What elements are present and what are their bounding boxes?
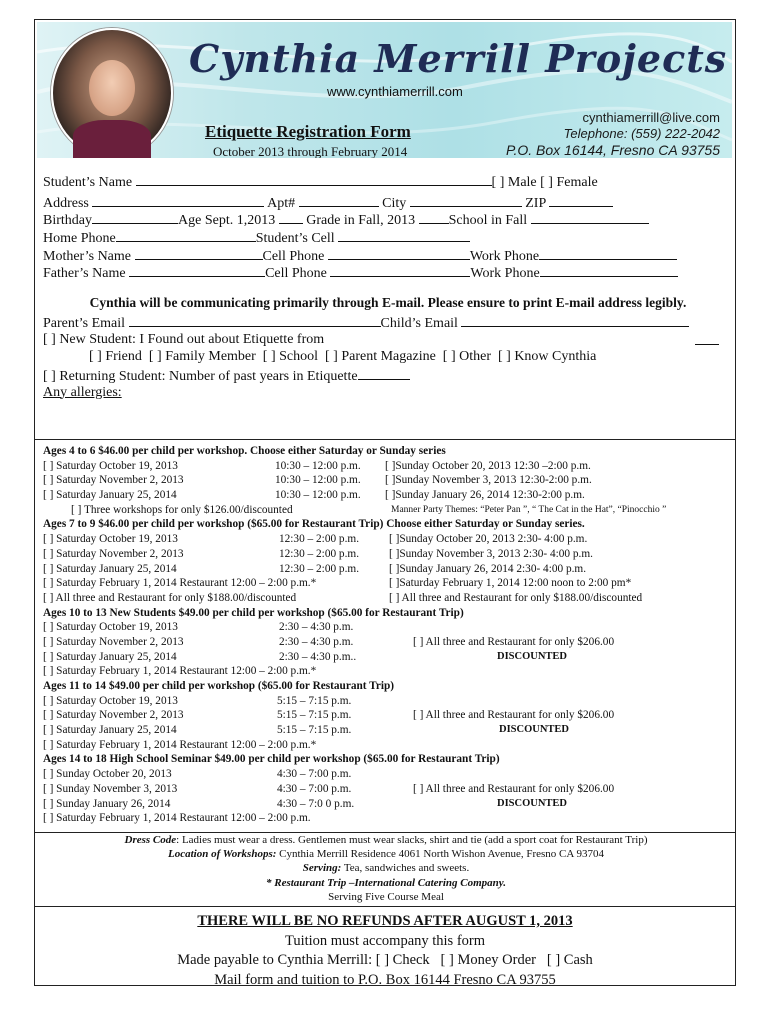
extra-line: [695, 331, 719, 345]
g3-restaurant[interactable]: [ ] Saturday February 1, 2014 Restaurant 12:00 – 2:00 p.m.*: [43, 665, 317, 678]
birthday-field[interactable]: [92, 210, 178, 224]
tuition-note: Tuition must accompany this form: [284, 932, 486, 949]
g1-time: 10:30 – 12:00 p.m.: [275, 489, 361, 502]
parent-email-field[interactable]: [129, 313, 381, 327]
brand-logo: Cynthia Merrill Projects: [189, 36, 728, 81]
dress-code-label: Dress Code: [124, 834, 177, 846]
mail-instructions: Mail form and tuition to P.O. Box 16144 Fresno CA 93755: [214, 971, 556, 988]
group2-heading: Ages 7 to 9 $46.00 per child per workshop ($65.00 for Restaurant Trip) Choose either Saturday or Sunday series.: [43, 518, 585, 531]
apt-field[interactable]: [299, 193, 379, 207]
father-work-label: Work Phone: [470, 266, 540, 282]
age-label: Age Sept. 1,2013: [178, 213, 276, 229]
dress-code-text: : Ladies must wear a dress. Gentlemen must wear slacks, shirt and tie (add a sport coat for Restaurant Trip): [176, 834, 648, 846]
g2-all-three[interactable]: [ ] All three and Restaurant for only $188.00/discounted: [43, 591, 297, 604]
student-cell-field[interactable]: [338, 228, 470, 242]
city-field[interactable]: [410, 193, 522, 207]
workshop-schedule: [43, 444, 733, 826]
mother-name-label: Mother’s Name: [43, 248, 131, 264]
mother-work-field[interactable]: [539, 246, 677, 260]
city-label: City: [382, 195, 407, 211]
g5-discounted: DISCOUNTED: [497, 797, 568, 809]
mother-work-label: Work Phone: [469, 248, 540, 264]
g3-sat-nov[interactable]: [ ] Saturday November 2, 2013: [43, 635, 184, 648]
age-field[interactable]: [279, 210, 303, 224]
g1-sat-jan[interactable]: [ ] Saturday January 25, 2014: [43, 489, 177, 502]
group5-heading: Ages 14 to 18 High School Seminar $49.00 per child per workshop ($65.00 for Restaurant Trip): [43, 753, 500, 766]
g3-time: 2:30 – 4:30 p.m.: [279, 621, 354, 634]
g4-time: 5:15 – 7:15 p.m.: [277, 694, 352, 707]
child-email-field[interactable]: [461, 313, 689, 327]
g4-time: 5:15 – 7:15 p.m.: [277, 724, 352, 737]
g2-time: 12:30 – 2:00 p.m.: [279, 547, 360, 560]
header-banner: [37, 22, 732, 158]
email-address: cynthiamerrill@live.com: [582, 110, 720, 125]
mother-name-field[interactable]: [135, 246, 263, 260]
zip-field[interactable]: [549, 193, 613, 207]
address-field[interactable]: [92, 193, 264, 207]
new-student-option[interactable]: [ ] New Student: I Found out about Etiquette from: [43, 331, 325, 347]
home-phone-label: Home Phone: [43, 231, 116, 247]
g3-time: 2:30 – 4:30 p.m.: [279, 635, 354, 648]
g3-sat-jan[interactable]: [ ] Saturday January 25, 2014: [43, 650, 177, 663]
returning-years-field[interactable]: [358, 366, 410, 380]
father-work-field[interactable]: [540, 263, 678, 277]
mother-cell-field[interactable]: [328, 246, 470, 260]
group1-heading: Ages 4 to 6 $46.00 per child per workshop. Choose either Saturday or Sunday series: [43, 445, 446, 457]
student-info-section: [43, 172, 733, 401]
portrait-photo: [51, 28, 173, 158]
returning-student-option[interactable]: [ ] Returning Student: Number of past years in Etiquette: [43, 368, 358, 384]
parent-email-label: Parent’s Email: [43, 315, 126, 331]
student-name-field[interactable]: [136, 172, 492, 186]
registration-form: [34, 19, 736, 986]
g2-sat-nov[interactable]: [ ] Saturday November 2, 2013: [43, 547, 184, 560]
g2-restaurant-right[interactable]: [ ]Saturday February 1, 2014 12:00 noon to 2:00 pm*: [389, 577, 632, 590]
g4-all-three[interactable]: [ ] All three and Restaurant for only $206.00: [413, 709, 615, 722]
child-email-label: Child’s Email: [380, 315, 458, 331]
workshop-details: [43, 833, 729, 904]
serving-label: Serving:: [302, 862, 342, 875]
closing-divider: [35, 906, 735, 907]
g4-discounted: DISCOUNTED: [499, 724, 570, 736]
father-name-field[interactable]: [129, 263, 265, 277]
referral-options[interactable]: [ ] Friend [ ] Family Member [ ] School [ ] Parent Magazine [ ] Other [ ] Know Cynthia: [89, 349, 597, 365]
gender-options[interactable]: [ ] Male [ ] Female: [491, 175, 598, 190]
g2-sun-jan[interactable]: [ ]Sunday January 26, 2014 2:30- 4:00 p.m.: [389, 562, 587, 575]
g4-sat-oct[interactable]: [ ] Saturday October 19, 2013: [43, 694, 178, 707]
group4-heading: Ages 11 to 14 $49.00 per child per workshop ($65.00 for Restaurant Trip): [43, 680, 395, 692]
serving-text: Tea, sandwiches and sweets.: [341, 862, 470, 875]
g2-time: 12:30 – 2:00 p.m.: [279, 562, 360, 575]
father-name-label: Father’s Name: [43, 266, 126, 282]
refund-policy: THERE WILL BE NO REFUNDS AFTER AUGUST 1, 2013: [197, 913, 573, 929]
website-url: www.cynthiamerrill.com: [327, 84, 463, 99]
g4-sat-jan[interactable]: [ ] Saturday January 25, 2014: [43, 724, 177, 737]
student-name-label: Student’s Name: [43, 175, 133, 190]
g1-time: 10:30 – 12:00 p.m.: [275, 474, 361, 487]
school-field[interactable]: [531, 210, 649, 224]
g2-all-three-right[interactable]: [ ] All three and Restaurant for only $188.00/discounted: [389, 591, 643, 604]
g2-restaurant-sat[interactable]: [ ] Saturday February 1, 2014 Restaurant 12:00 – 2:00 p.m.*: [43, 577, 317, 590]
form-title: Etiquette Registration Form: [205, 122, 411, 141]
five-course-meal: Serving Five Course Meal: [328, 890, 444, 903]
grade-field[interactable]: [419, 210, 449, 224]
address-label: Address: [43, 195, 89, 211]
g1-three-workshops[interactable]: [ ] Three workshops for only $126.00/discounted: [71, 503, 293, 516]
birthday-label: Birthday: [43, 213, 92, 229]
g3-time: 2:30 – 4:30 p.m..: [279, 650, 357, 663]
contact-info: [506, 110, 720, 158]
g1-sun-oct[interactable]: [ ]Sunday October 20, 2013 12:30 –2:00 p.m.: [385, 459, 591, 472]
payment-info: [35, 912, 735, 990]
g5-sun-nov[interactable]: [ ] Sunday November 3, 2013: [43, 782, 178, 795]
form-dates: October 2013 through February 2014: [213, 144, 408, 158]
g5-time: 4:30 – 7:0 0 p.m.: [277, 797, 355, 810]
g2-time: 12:30 – 2:00 p.m.: [279, 533, 360, 546]
g3-sat-oct[interactable]: [ ] Saturday October 19, 2013: [43, 621, 178, 634]
g1-sun-jan[interactable]: [ ]Sunday January 26, 2014 12:30-2:00 p.m.: [385, 489, 585, 502]
apt-label: Apt#: [267, 195, 296, 211]
g5-time: 4:30 – 7:00 p.m.: [277, 782, 352, 795]
payment-options[interactable]: Made payable to Cynthia Merrill: [ ] Check [ ] Money Order [ ] Cash: [177, 952, 593, 968]
zip-label: ZIP: [525, 195, 546, 211]
g1-time: 10:30 – 12:00 p.m.: [275, 459, 361, 472]
student-cell-label: Student’s Cell: [255, 231, 335, 247]
allergies-label: Any allergies:: [43, 384, 122, 400]
g2-sat-jan[interactable]: [ ] Saturday January 25, 2014: [43, 562, 177, 575]
email-notice: Cynthia will be communicating primarily through E-mail. Please ensure to print E-mail address legibly.: [89, 295, 687, 311]
school-label: School in Fall: [448, 213, 528, 229]
g4-time: 5:15 – 7:15 p.m.: [277, 709, 352, 722]
group3-heading: Ages 10 to 13 New Students $49.00 per child per workshop ($65.00 for Restaurant Trip): [43, 606, 464, 619]
g5-all-three[interactable]: [ ] All three and Restaurant for only $206.00: [413, 782, 615, 795]
g2-sun-oct[interactable]: [ ]Sunday October 20, 2013 2:30- 4:00 p.m.: [389, 533, 588, 546]
g2-sat-oct[interactable]: [ ] Saturday October 19, 2013: [43, 533, 178, 546]
location-text: Cynthia Merrill Residence 4061 North Wishon Avenue, Fresno CA 93704: [276, 848, 604, 861]
telephone: Telephone: (559) 222-2042: [563, 126, 720, 141]
father-cell-label: Cell Phone: [265, 266, 327, 282]
mother-cell-label: Cell Phone: [262, 248, 325, 264]
father-cell-field[interactable]: [330, 263, 470, 277]
g1-sat-nov[interactable]: [ ] Saturday November 2, 2013: [43, 474, 184, 487]
restaurant-trip: * Restaurant Trip –International Catering Company.: [265, 876, 506, 889]
g5-time: 4:30 – 7:00 p.m.: [277, 768, 352, 781]
g1-sun-nov[interactable]: [ ]Sunday November 3, 2013 12:30-2:00 p.m.: [385, 474, 592, 487]
g5-sun-jan[interactable]: [ ] Sunday January 26, 2014: [43, 797, 171, 810]
g3-all-three[interactable]: [ ] All three and Restaurant for only $206.00: [413, 635, 615, 648]
section-divider: [35, 439, 735, 440]
g3-discounted: DISCOUNTED: [497, 650, 568, 662]
home-phone-field[interactable]: [116, 228, 256, 242]
g5-sun-oct[interactable]: [ ] Sunday October 20, 2013: [43, 768, 172, 781]
g1-sat-oct[interactable]: [ ] Saturday October 19, 2013: [43, 459, 178, 472]
g4-restaurant[interactable]: [ ] Saturday February 1, 2014 Restaurant 12:00 – 2:00 p.m.*: [43, 738, 317, 751]
location-label: Location of Workshops:: [168, 848, 277, 861]
g5-restaurant[interactable]: [ ] Saturday February 1, 2014 Restaurant 12:00 – 2:00 p.m.: [43, 812, 311, 825]
po-box: P.O. Box 16144, Fresno CA 93755: [505, 142, 720, 158]
g4-sat-nov[interactable]: [ ] Saturday November 2, 2013: [43, 709, 184, 722]
g2-sun-nov[interactable]: [ ]Sunday November 3, 2013 2:30- 4:00 p.m.: [389, 547, 593, 560]
grade-label: Grade in Fall, 2013: [306, 213, 416, 229]
g1-themes: Manner Party Themes: “Peter Pan ”, “ The Cat in the Hat”, “Pinocchio ”: [391, 504, 667, 515]
